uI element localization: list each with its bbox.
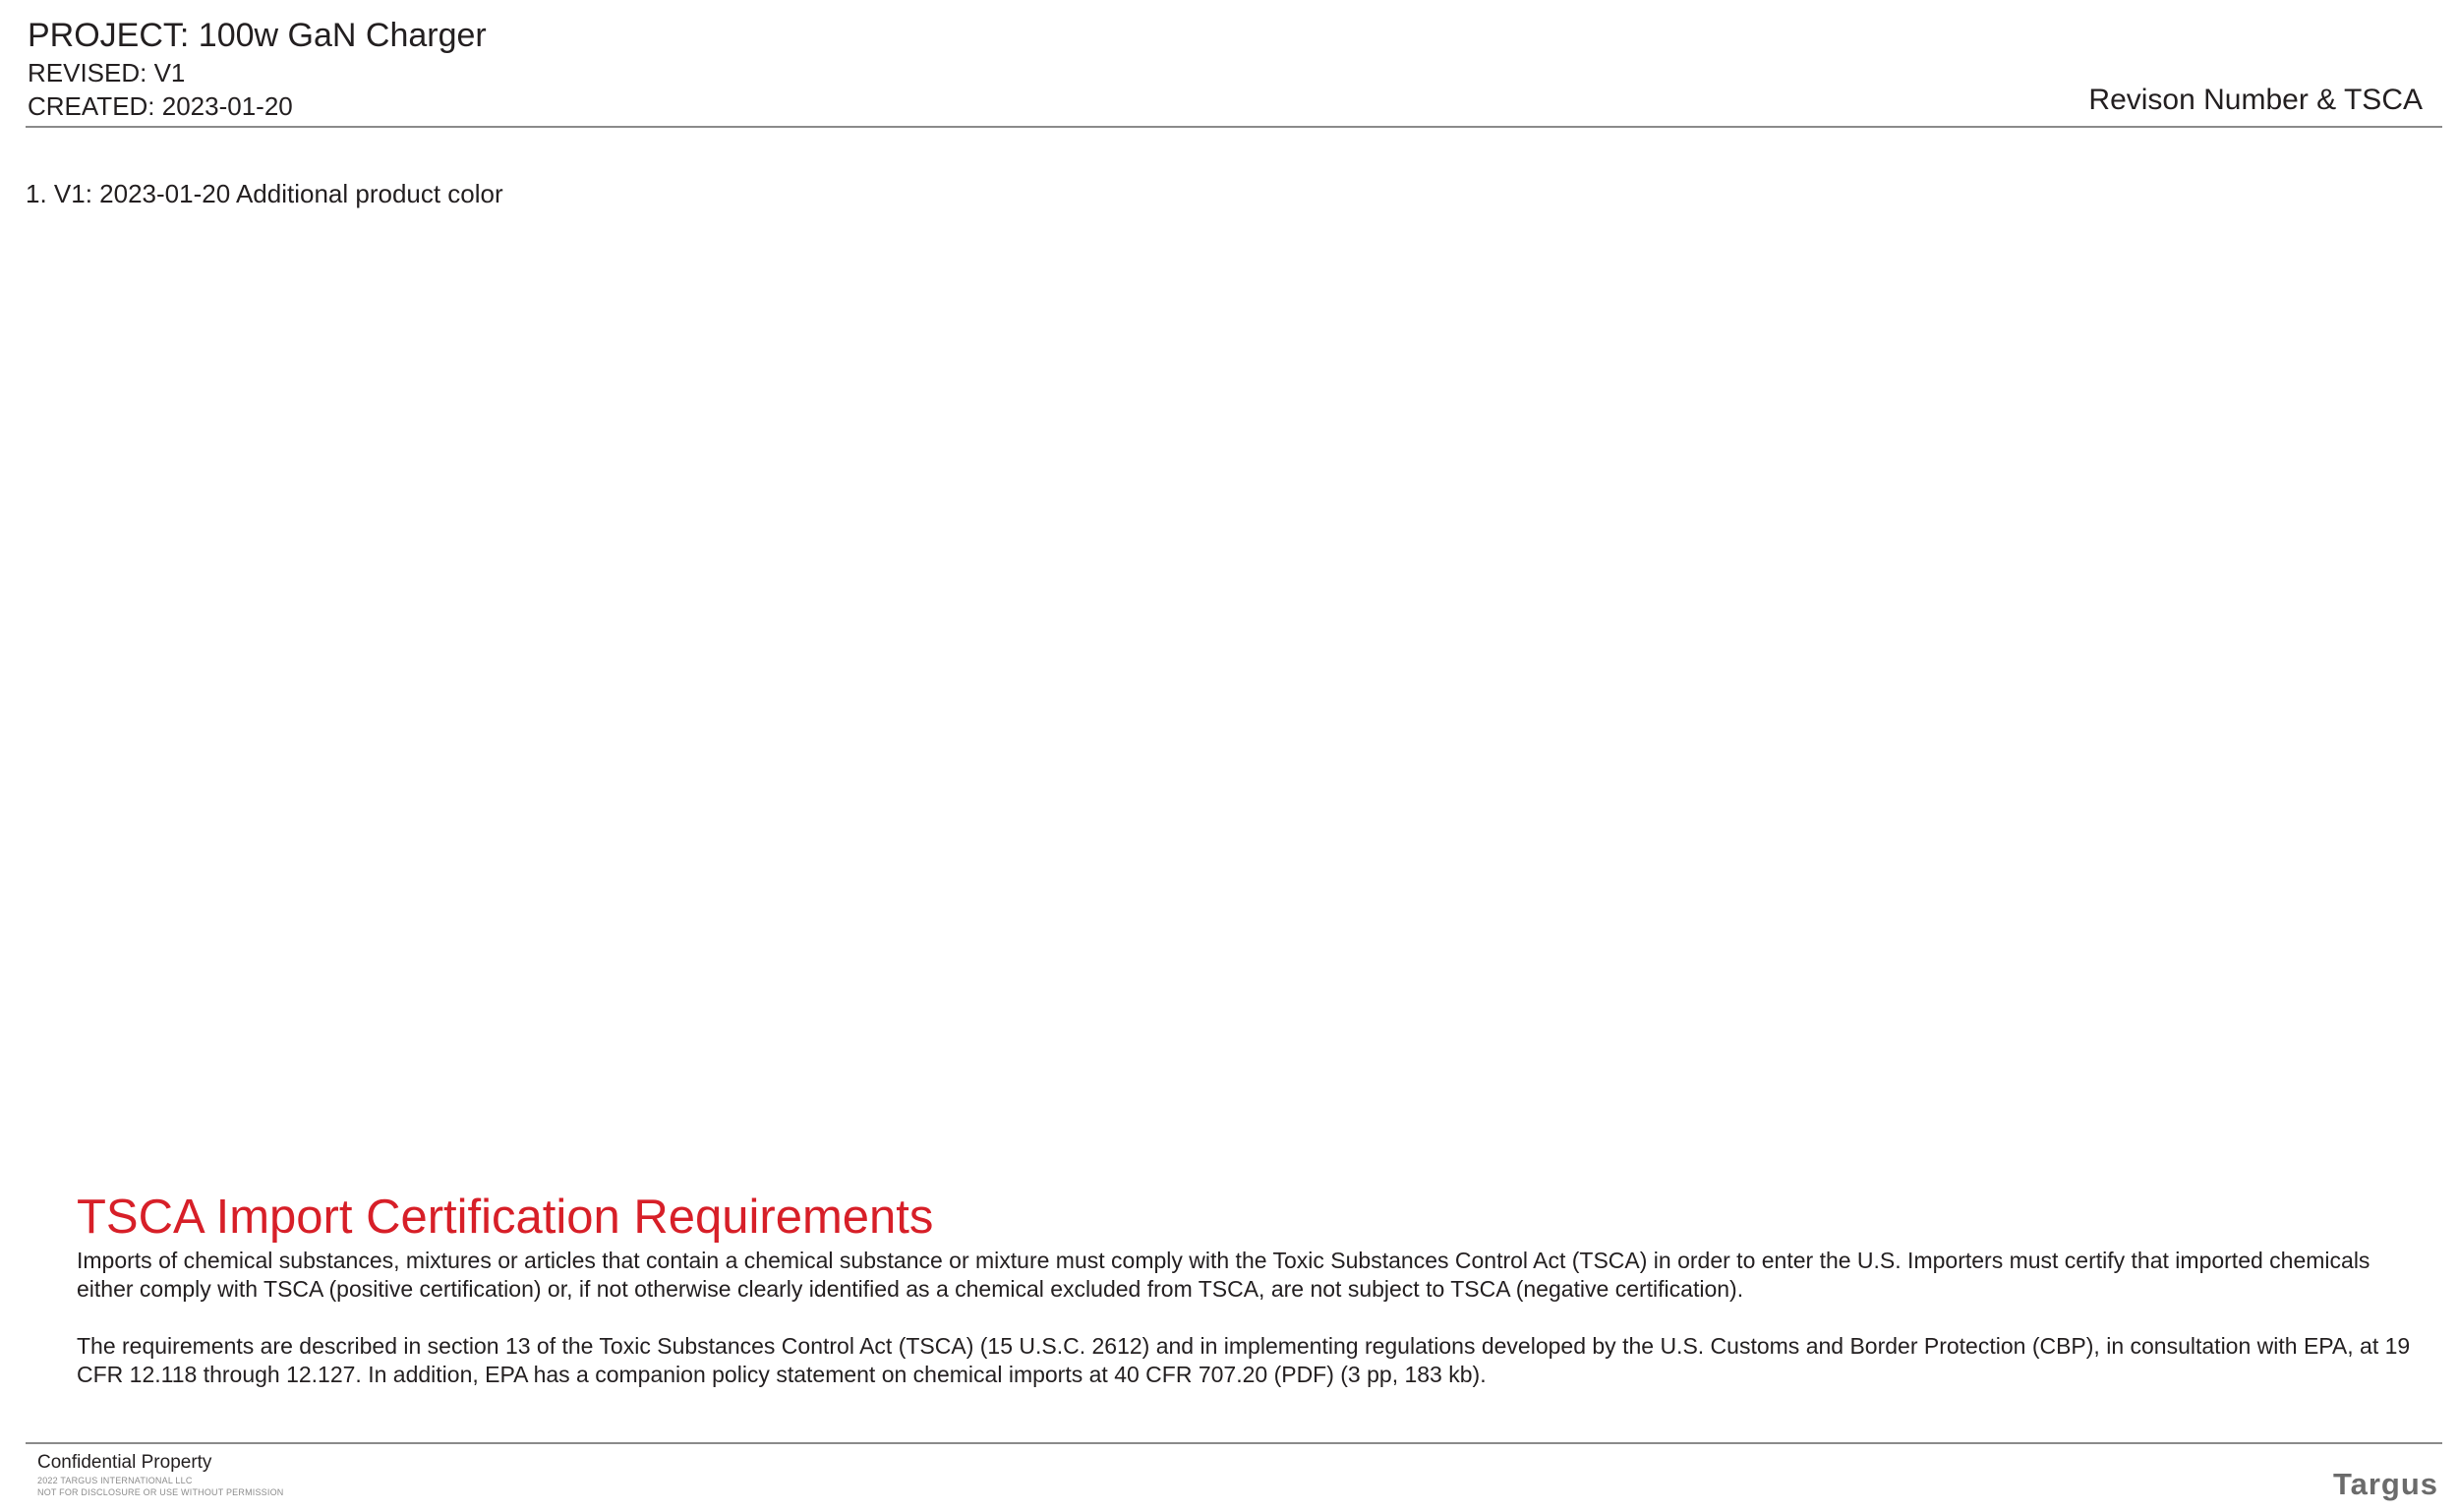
page-header (0, 0, 2458, 128)
disclosure-text: NOT FOR DISCLOSURE OR USE WITHOUT PERMISSION (37, 1487, 284, 1497)
revised-line: REVISED: V1 (28, 58, 186, 87)
footer-notice (37, 1451, 284, 1498)
created-line: CREATED: 2023-01-20 (28, 91, 293, 121)
tsca-paragraph: Imports of chemical substances, mixtures or articles that contain a chemical substance or mixture must comply with the Toxic Substances Control Act (TSCA) in order to enter the U.S. Importers must certify that imported chemicals either comply with TSCA (positive certification) or, if not otherwise clearly identified as a chemical excluded from TSCA, are not subject to TSCA (negative certification). (77, 1248, 2370, 1302)
revision-item: 1. V1: 2023-01-20 Additional product color (26, 179, 503, 208)
section-title: Revison Number & TSCA (2088, 84, 2423, 116)
confidential-label: Confidential Property (37, 1452, 212, 1473)
footer-divider (26, 1442, 2442, 1444)
tsca-title: TSCA Import Certification Requirements (77, 1191, 934, 1244)
revision-list (26, 177, 503, 210)
targus-logo: Targus (2332, 1467, 2438, 1501)
copyright-text: 2022 TARGUS INTERNATIONAL LLC (37, 1476, 193, 1485)
tsca-section (77, 1188, 2427, 1389)
header-divider (26, 126, 2442, 128)
tsca-paragraph: The requirements are described in section 13 of the Toxic Substances Control Act (TSCA) (15 U.S.C. 2612) and in implementing regulations developed by the U.S. Customs and Border Protection (CBP), in consultation with EPA, at 19 CFR 12.118 through 12.127. In addition, EPA has a companion policy statement on chemical imports at 40 CFR 707.20 (PDF) (3 pp, 183 kb). (77, 1333, 2411, 1387)
project-title: PROJECT: 100w GaN Charger (28, 17, 487, 54)
